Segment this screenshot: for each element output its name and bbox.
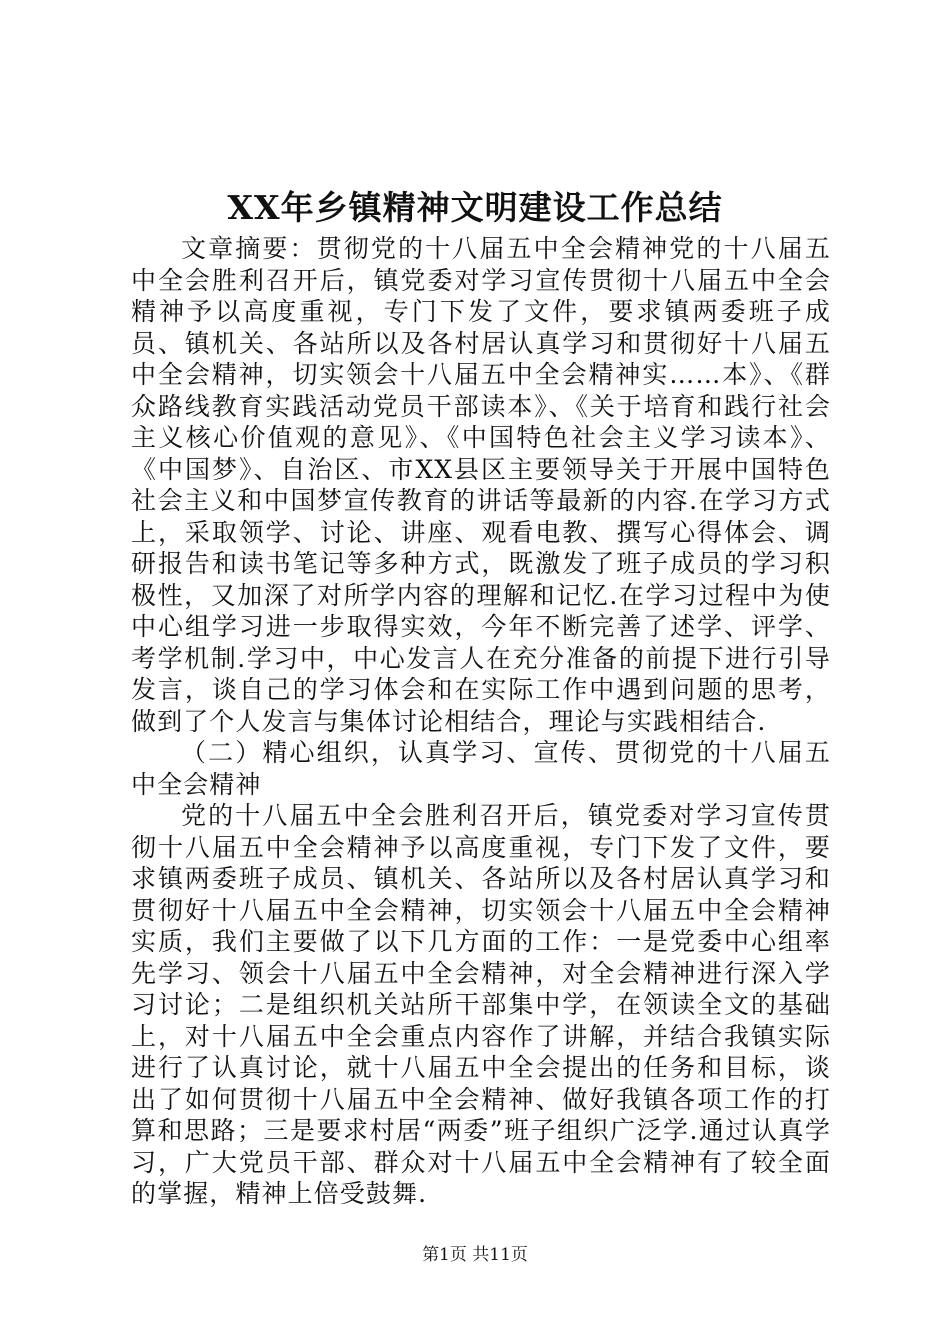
paragraph-abstract: 文章摘要：贯彻党的十八届五中全会精神党的十八届五中全会胜利召开后，镇党委对学习宣传贯彻十八届五中全会精神予以高度重视，专门下发了文件，要求镇两委班子成员、镇机关、各站所以及各村居认真学习和贯彻好十八届五中全会精神，切实领会十八届五中全会精神实……本》、《群众路线教育实践活动党员干部读本》、《关于培育和践行社会主义核心价值观的意见》、《中国特色社会主义学习读本》、《中国梦》、自治区、市XX县区主要领导关于开展中国特色社会主义和中国梦宣传教育的讲话等最新的内容.在学习方式上，采取领学、讨论、讲座、观看电教、撰写心得体会、调研报告和读书笔记等多种方式，既激发了班子成员的学习积极性，又加深了对所学内容的理解和记忆.在学习过程中为使中心组学习进一步取得实效，今年不断完善了述学、评学、考学机制.学习中，中心发言人在充分准备的前提下进行引导发言，谈自己的学习体会和在实际工作中遇到问题的思考，做到了个人发言与集体讨论相结合，理论与实践相结合. [131, 234, 831, 736]
paragraph-section-heading: （二）精心组织，认真学习、宣传、贯彻党的十八届五中全会精神 [131, 738, 831, 799]
document-body [131, 233, 831, 1210]
page-number-footer: 第1页 共11页 [422, 1245, 528, 1265]
document-title: XX年乡镇精神文明建设工作总结 [227, 188, 723, 227]
paragraph-body: 党的十八届五中全会胜利召开后，镇党委对学习宣传贯彻十八届五中全会精神予以高度重视，专门下发了文件，要求镇两委班子成员、镇机关、各站所以及各村居认真学习和贯彻好十八届五中全会精神，切实领会十八届五中全会精神实质，我们主要做了以下几方面的工作：一是党委中心组率先学习、领会十八届五中全会精神，对全会精神进行深入学习讨论；二是组织机关站所干部集中学，在领读全文的基础上，对十八届五中全会重点内容作了讲解，并结合我镇实际进行了认真讨论，就十八届五中全会提出的任务和目标，谈出了如何贯彻十八届五中全会精神、做好我镇各项工作的打算和思路；三是要求村居“两委”班子组织广泛学.通过认真学习，广大党员干部、群众对十八届五中全会精神有了较全面的掌握，精神上倍受鼓舞. [131, 801, 831, 1208]
